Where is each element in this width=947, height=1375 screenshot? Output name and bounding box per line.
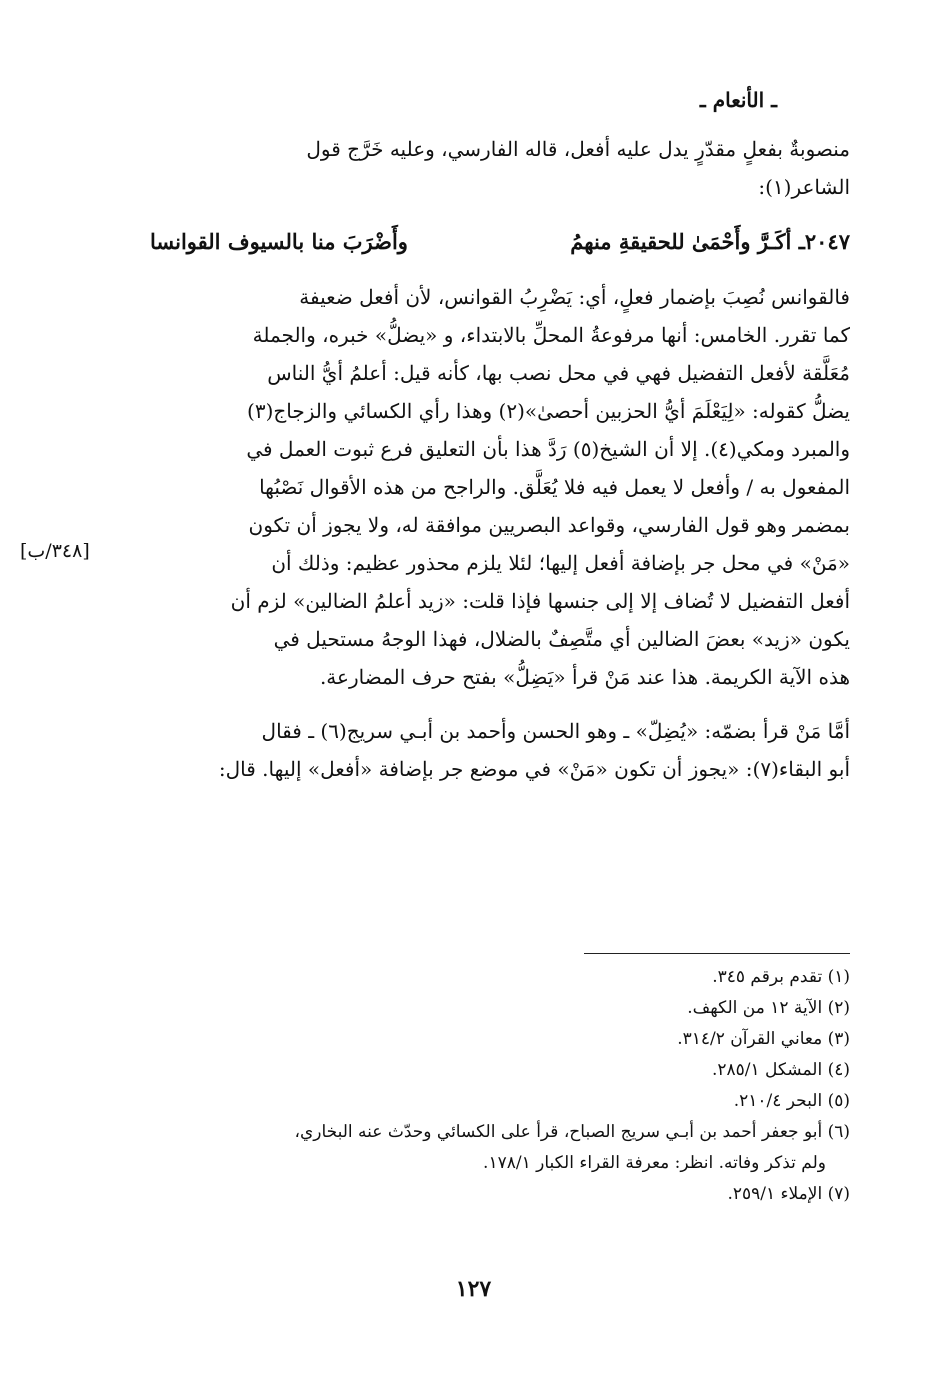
footnote-separator bbox=[584, 953, 850, 954]
text-line: فالقوانس نُصِبَ بإضمار فعلٍ، أي: يَضْرِبُ القوانس، لأن أفعل ضعيفة bbox=[299, 285, 850, 309]
verse-number: ٢٠٤٧ـ bbox=[798, 229, 850, 254]
verse-second-hemistich: وأَضْرَبَ منا بالسيوف القوانسا bbox=[150, 229, 408, 254]
text-line: يكون «زيد» بعضَ الضالين أي متَّصِفٌ بالضلال، فهذا الوجهُ مستحيل في bbox=[273, 627, 850, 651]
text-line: كما تقرر. الخامس: أنها مرفوعةُ المحلِّ بالابتداء، و «يضلُّ» خبره، والجملة bbox=[252, 323, 850, 347]
text-line: والمبرد ومكي(٤). إلا أن الشيخ(٥) رَدَّ هذا بأن التعليق فرع ثبوت العمل في bbox=[246, 437, 850, 461]
text-line: «مَنْ» في محل جر بإضافة أفعل إليها؛ لئلا يلزم محذور عظيم: وذلك أن bbox=[271, 551, 850, 575]
text-line: مُعَلَّقة لأفعل التفضيل فهي في محل نصب بها، كأنه قيل: أعلمُ أيُّ الناس bbox=[267, 361, 850, 385]
text-line: المفعول به / وأفعل لا يعمل فيه فلا يُعَلَّق. والراجح من هذه الأقوال نَصْبُها bbox=[259, 475, 850, 499]
text-line: أفعل التفضيل لا تُضاف إلا إلى جنسها فإذا قلت: «زيد أعلمُ الضالين» لزم أن bbox=[230, 589, 850, 613]
paragraph bbox=[150, 130, 850, 206]
verse-first-hemistich-text: أكَـرَّ وأَحْمَىٰ للحقيقةِ منهمُ bbox=[570, 229, 792, 254]
footnote: (٧) الإملاء ٢٥٩/١. bbox=[727, 1184, 850, 1204]
footnote: (٢) الآية ١٢ من الكهف. bbox=[687, 998, 850, 1018]
poetry-verse bbox=[150, 222, 850, 262]
text-line: يضلُّ كقوله: «لِيَعْلَمَ أيُّ الحزبين أحصىٰ»(٢) وهذا رأي الكسائي والزجاج(٣) bbox=[247, 399, 850, 423]
paragraph bbox=[150, 712, 850, 788]
footnote: (٥) البحر ٢١٠/٤. bbox=[733, 1091, 850, 1111]
footnote: (١) تقدم برقم ٣٤٥. bbox=[712, 967, 850, 987]
verse-first-hemistich bbox=[570, 222, 850, 262]
paragraph bbox=[150, 278, 850, 696]
text-line: هذه الآية الكريمة. هذا عند مَنْ قرأ «يَضِلُّ» بفتح حرف المضارعة. bbox=[319, 665, 850, 689]
text-line: أبو البقاء(٧): «يجوز أن تكون «مَنْ» في موضع جر بإضافة «أفعل» إليها. قال: bbox=[218, 757, 850, 781]
footnotes bbox=[150, 962, 850, 1210]
page-number: ١٢٧ bbox=[455, 1276, 492, 1302]
main-text bbox=[150, 130, 850, 788]
text-line: الشاعر(١): bbox=[758, 175, 850, 199]
footnote: (٤) المشكل ٢٨٥/١. bbox=[711, 1060, 850, 1080]
footnote: (٦) أبو جعفر أحمد بن أبـي سريج الصباح، قرأ على الكسائي وحدّث عنه البخاري، bbox=[294, 1122, 850, 1142]
text-line: منصوبةٌ بفعلٍ مقدّرٍ يدل عليه أفعل، قاله الفارسي، وعليه خَرَّج قول bbox=[306, 137, 850, 161]
text-line: أمَّا مَنْ قرأ بضمّه: «يُضِلّ» ـ وهو الحسن وأحمد بن أبـي سريج(٦) ـ فقال bbox=[261, 719, 850, 743]
footnote-continuation: ولم تذكر وفاته. انظر: معرفة القراء الكبار ١٧٨/١. bbox=[483, 1153, 826, 1173]
footnote: (٣) معاني القرآن ٣١٤/٢. bbox=[677, 1029, 850, 1049]
text-line: بمضمر وهو قول الفارسي، وقواعد البصريين موافقة له، ولا يجوز أن تكون bbox=[248, 513, 850, 537]
running-header: ـ الأنعام ـ bbox=[699, 88, 777, 112]
manuscript-folio-marker: [٣٤٨/ب] bbox=[20, 540, 90, 562]
